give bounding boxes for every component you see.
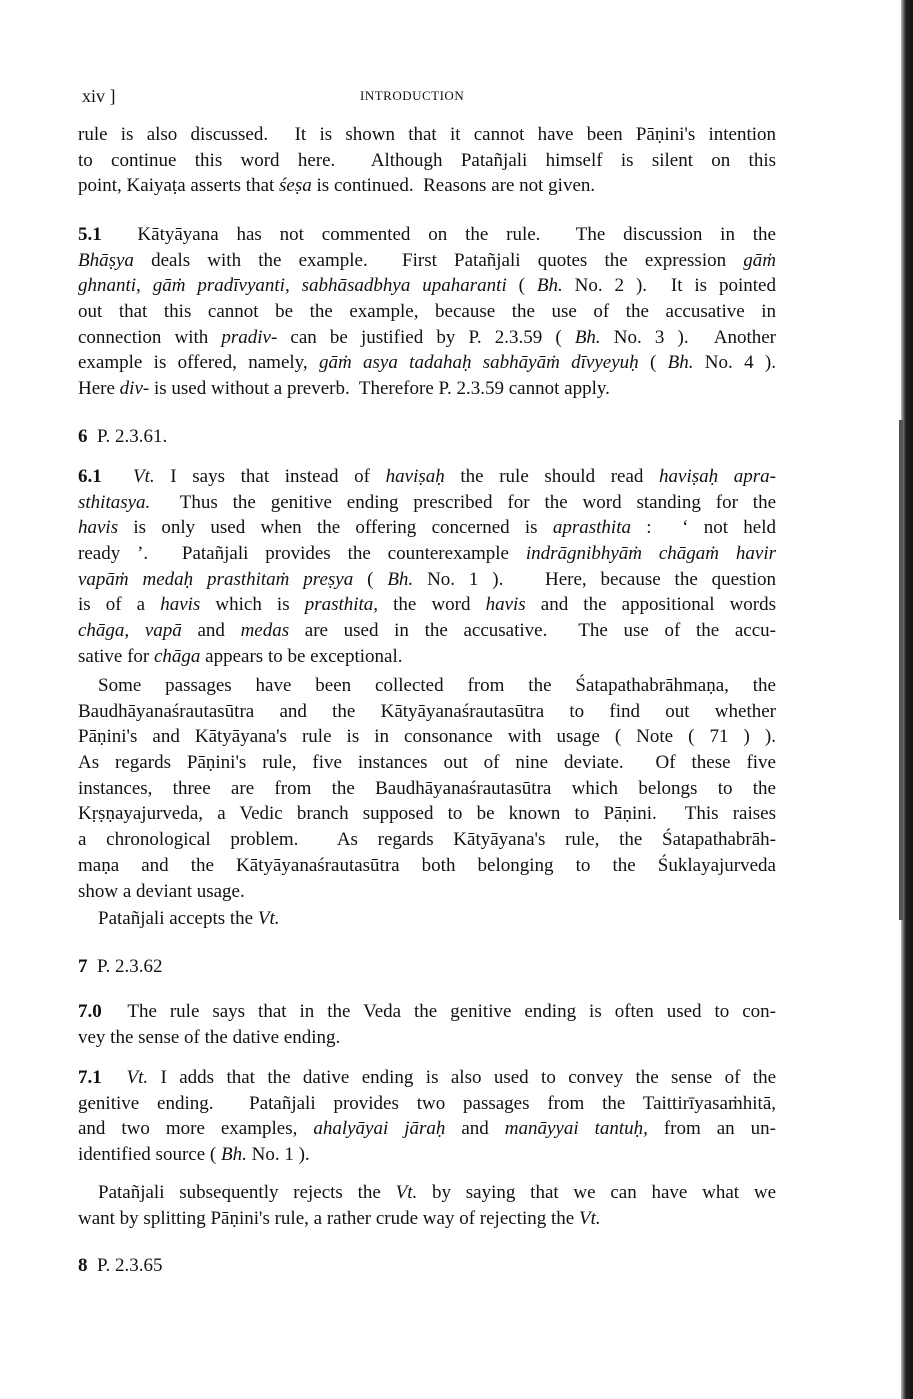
section-number: 5.1	[78, 224, 102, 245]
italic-term: Vt.	[133, 466, 155, 487]
text-run: Thus the genitive ending prescribed for the word standing for the	[150, 491, 776, 513]
italic-term: pradiv-	[221, 326, 278, 348]
text-run: is of a	[78, 594, 161, 616]
text-run: appears to be exceptional.	[200, 645, 403, 667]
section-number: 7.1	[78, 1067, 102, 1088]
text-run: and two more examples,	[78, 1118, 314, 1140]
text-run	[129, 620, 145, 641]
text-line	[78, 1142, 776, 1168]
text-line	[78, 1065, 776, 1091]
text-line	[78, 879, 776, 905]
text-run: example is offered, namely,	[78, 352, 319, 374]
text-line	[78, 801, 776, 827]
text-run: P. 2.3.65	[87, 1255, 163, 1276]
text-run: No. 1 ).	[246, 1144, 310, 1166]
text-run: is continued. Reasons are not given.	[311, 175, 596, 197]
italic-term: ghnanti, gāṁ pradīvyanti, sabhāsadbhya upaharanti	[78, 275, 507, 297]
italic-term: sthitasya.	[78, 491, 151, 513]
italic-term: manāyyai tantuḥ,	[504, 1118, 648, 1140]
text-line	[78, 464, 776, 490]
paragraph-some-passages	[78, 673, 776, 904]
text-run: As regards Pāṇini's rule, five instances out of nine deviate. Of these five	[78, 752, 776, 774]
text-run: (	[353, 568, 388, 590]
text-run: : ‘ not held	[630, 517, 776, 539]
text-run: No. 2 ). It is pointed	[562, 275, 776, 297]
text-run: point, Kaiyaṭa asserts that	[78, 175, 280, 197]
paragraph-7-1	[78, 1065, 776, 1168]
heading-8	[78, 1253, 278, 1279]
text-run: Baudhāyanaśrautasūtra and the Kātyāyanaśrautasūtra to find out whether	[78, 700, 776, 722]
italic-term: div-	[119, 378, 150, 400]
text-run: (	[638, 352, 668, 374]
text-line	[78, 1116, 776, 1142]
italic-term: chāga	[153, 645, 201, 667]
text-run: Patañjali accepts the	[98, 908, 258, 929]
text-run	[102, 466, 133, 487]
italic-term: gāṁ asya tadahaḥ sabhāyāṁ dīvyeyuḥ	[319, 352, 639, 374]
text-run: and	[181, 620, 241, 642]
running-title: INTRODUCTION	[360, 88, 465, 103]
text-line	[78, 1180, 776, 1206]
italic-term: śeṣa	[279, 175, 312, 197]
text-run: are used in the accusative. The use of the accu-	[289, 620, 776, 642]
text-line	[78, 350, 776, 376]
text-line	[78, 273, 776, 299]
page-number: xiv ]	[82, 86, 116, 106]
italic-term: Bh.	[220, 1144, 247, 1166]
italic-term: vapāṁ medaḥ prasthitaṁ preṣya	[78, 568, 354, 590]
italic-term: vapā	[144, 620, 182, 642]
italic-term: havis	[160, 594, 201, 616]
text-line	[78, 1091, 776, 1117]
italic-term: Vt.	[578, 1207, 601, 1229]
text-run: Kātyāyana has not commented on the rule. The discussion in the	[101, 224, 776, 245]
text-line	[78, 776, 776, 802]
text-run: out that this cannot be the example, because the use of the accusative in	[78, 301, 776, 323]
text-line	[78, 567, 776, 593]
text-run: a chronological problem. As regards Kātyāyana's rule, the Śatapathabrāh-	[78, 829, 776, 851]
text-line	[78, 999, 776, 1025]
scan-shadow	[899, 420, 903, 920]
text-line	[78, 906, 378, 932]
heading-6	[78, 424, 278, 450]
italic-term: ahalyāyai jāraḥ	[313, 1118, 446, 1140]
italic-term: havis	[485, 594, 526, 616]
text-run: The rule says that in the Veda the genitive ending is often used to con-	[101, 1001, 776, 1022]
text-run: P. 2.3.61.	[87, 426, 168, 447]
text-line	[78, 222, 776, 248]
text-run: is used without a preverb. Therefore P. 2.3.59 cannot apply.	[149, 378, 610, 400]
text-run: to continue this word here. Although Patañjali himself is silent on this	[78, 149, 776, 171]
text-line	[78, 724, 776, 750]
text-run: rule is also discussed. It is shown that it cannot have been Pāṇini's intention	[78, 124, 776, 145]
text-run: No. 3 ). Another	[600, 326, 777, 348]
text-run: maṇa and the Kātyāyanaśrautasūtra both belonging to the Śuklayajurveda	[78, 854, 776, 876]
italic-term: gāṁ	[743, 249, 776, 271]
text-run: Patañjali subsequently rejects the	[98, 1182, 396, 1203]
text-line	[78, 673, 776, 699]
italic-term: haviṣaḥ apra-	[659, 466, 776, 487]
text-run: Some passages have been collected from the Śatapathabrāhmaṇa, the	[98, 675, 776, 696]
paragraph-continued	[78, 122, 776, 199]
text-run: genitive ending. Patañjali provides two passages from the Taittirīyasaṁhitā,	[78, 1092, 776, 1114]
section-number: 6.1	[78, 466, 102, 487]
text-line	[78, 541, 776, 567]
italic-term: prasthita,	[304, 594, 379, 616]
text-run: identified source (	[78, 1144, 221, 1166]
text-run: show a deviant usage.	[78, 880, 245, 902]
text-run: vey the sense of the dative ending.	[78, 1026, 341, 1048]
text-line	[78, 1206, 776, 1232]
text-line	[78, 592, 776, 618]
text-line	[78, 376, 776, 402]
section-number: 8	[78, 1255, 88, 1276]
text-run: (	[506, 275, 537, 297]
text-run: by saying that we can have what we	[417, 1182, 777, 1203]
italic-term: Vt.	[395, 1182, 418, 1203]
paragraph-accepts	[78, 906, 378, 932]
text-line	[78, 325, 776, 351]
text-run: which is	[200, 594, 305, 616]
text-line	[78, 1025, 776, 1051]
text-line	[78, 122, 776, 148]
text-line	[78, 750, 776, 776]
text-line	[78, 248, 776, 274]
text-run: can be justified by P. 2.3.59 (	[277, 326, 575, 348]
text-run: No. 1 ). Here, because the question	[413, 568, 777, 590]
text-line	[78, 424, 278, 450]
heading-7	[78, 954, 278, 980]
italic-term: aprasthita	[552, 517, 631, 539]
text-line	[78, 148, 776, 174]
text-run: I adds that the dative ending is also used to convey the sense of the	[148, 1067, 776, 1088]
text-line	[78, 173, 776, 199]
text-run: is only used when the offering concerned is	[118, 517, 553, 539]
text-line	[78, 490, 776, 516]
text-line	[78, 644, 776, 670]
italic-term: Bh.	[387, 568, 414, 590]
text-run: and	[445, 1118, 505, 1140]
text-run: the rule should read	[444, 466, 660, 487]
text-line	[78, 954, 278, 980]
text-run: No. 4 ).	[693, 352, 776, 374]
text-run: Pāṇini's and Kātyāyana's rule is in consonance with usage ( Note ( 71 ) ).	[78, 726, 776, 748]
text-line	[78, 827, 776, 853]
italic-term: Bh.	[667, 352, 694, 374]
italic-term: Bhāṣya	[78, 249, 134, 271]
text-run: sative for	[78, 645, 154, 667]
text-line	[78, 853, 776, 879]
text-run: Here	[78, 378, 120, 400]
text-run: Kṛṣṇayajurveda, a Vedic branch supposed to be known to Pāṇini. This raises	[78, 803, 776, 825]
italic-term: indrāgnibhyāṁ chāgaṁ havir	[525, 543, 776, 565]
text-line	[78, 699, 776, 725]
text-run: connection with	[78, 326, 222, 348]
text-line	[78, 515, 776, 541]
italic-term: havis	[78, 517, 119, 539]
text-run: ready ’. Patañjali provides the counterexample	[78, 543, 526, 565]
italic-term: Bh.	[574, 326, 601, 348]
italic-term: Vt.	[257, 908, 280, 929]
text-run: from an un-	[647, 1118, 776, 1140]
italic-term: Vt.	[126, 1067, 149, 1088]
italic-term: medas	[240, 620, 290, 642]
section-number: 6	[78, 426, 88, 447]
text-run: the word	[378, 594, 486, 616]
paragraph-6-1	[78, 464, 776, 670]
paragraph-5-1	[78, 222, 776, 402]
section-number: 7	[78, 956, 88, 977]
paragraph-7-0	[78, 999, 776, 1050]
text-run: P. 2.3.62	[87, 956, 163, 977]
text-run: I says that instead of	[154, 466, 386, 487]
italic-term: Bh.	[536, 275, 563, 297]
italic-term: chāga,	[78, 620, 130, 642]
text-run: and the appositional words	[525, 594, 777, 616]
text-run: instances, three are from the Baudhāyanaśrautasūtra which belongs to the	[78, 777, 776, 799]
text-run: deals with the example. First Patañjali quotes the expression	[133, 249, 744, 271]
text-line	[78, 1253, 278, 1279]
text-run: want by splitting Pāṇini's rule, a rather crude way of rejecting the	[78, 1207, 579, 1229]
section-number: 7.0	[78, 1001, 102, 1022]
text-line	[78, 618, 776, 644]
italic-term: haviṣaḥ	[385, 466, 445, 487]
text-line	[78, 299, 776, 325]
paragraph-rejects	[78, 1180, 776, 1231]
text-run	[102, 1067, 127, 1088]
